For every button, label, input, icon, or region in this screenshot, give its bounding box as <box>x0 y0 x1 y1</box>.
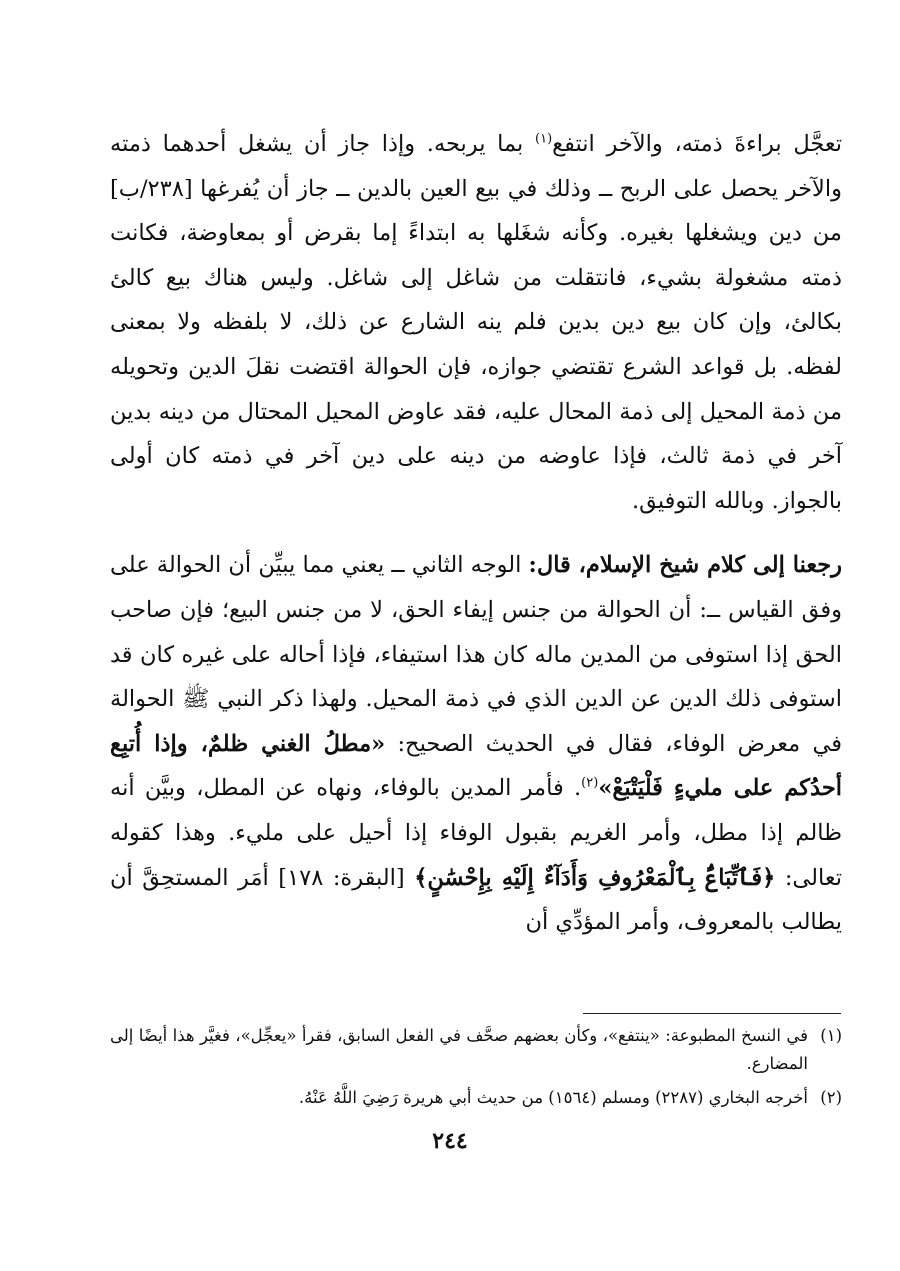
paragraph-2-lead: رجعنا إلى كلام شيخ الإسلام، قال: <box>528 552 842 579</box>
paragraph-2 <box>110 543 842 944</box>
footnote-2 <box>110 1084 842 1112</box>
paragraph-2-text-a: الوجه الثاني ــ يعني مما يبيِّن أن الحوالة على وفق القياس ــ: أن الحوالة من جنس إيفاء الحق، لا من جنس البيع؛ فإن صاحب الحق إذا استوفى من المدين ماله كان هذا استيفاء، فإذا أحاله على غيره كان قد استوفى ذلك الدين عن الدين الذي في ذمة المحيل. ولهذا ذكر النبي ﷺ الحوالة في معرض الوفاء، فقال في الحديث الصحيح: <box>110 552 842 757</box>
footnotes <box>110 1022 842 1118</box>
footnote-1-text: في النسخ المطبوعة: «ينتفع»، وكأن بعضهم صحَّف في الفعل السابق، فقرأ «يعجِّل»، فغيَّر هذا أيضًا إلى المضارع. <box>110 1026 808 1073</box>
footnote-divider <box>583 1013 841 1014</box>
footnote-ref-2: (٢) <box>581 775 599 791</box>
footnote-2-number: (٢) <box>820 1088 842 1107</box>
main-text <box>110 122 842 945</box>
quran-verse: ﴿فَٱتِّبَاعٌۢ بِٱلْمَعْرُوفِ وَأَدَآءٌ إِلَيْهِ بِإِحْسَٰنٍ﴾ <box>414 864 776 891</box>
paragraph-1-rest: بما يربحه. وإذا جاز أن يشغل أحدهما ذمته والآخر يحصل على الربح ــ وذلك في بيع العين بالدين ــ جاز أن يُفرغها [٢٣٨/ب] من دين ويشغلها بغيره. وكأنه شغَلها به ابتداءً إما بقرض أو بمعاوضة، فكانت ذمته مشغولة بشيء، فانتقلت من شاغل إلى شاغل. وليس هناك بيع كالئ بكالئ، وإن كان بيع دين بدين فلم ينه الشارع عن ذلك، لا بلفظه ولا بمعنى لفظه. بل قواعد الشرع تقتضي جوازه، فإن الحوالة اقتضت نقلَ الدين وتحويله من ذمة المحيل إلى ذمة المحال عليه، فقد عاوض المحيل المحتال من دينه بدين آخر في ذمة ثالث، فإذا عاوضه من دينه على دين آخر في ذمته كان أولى بالجواز. وبالله التوفيق. <box>110 131 842 514</box>
paragraph-1 <box>110 122 842 523</box>
footnote-1-number: (١) <box>820 1026 842 1045</box>
paragraph-2-text-b: . فأمر المدين بالوفاء، ونهاه عن المطل، وبيَّن أنه ظالم إذا مطل، وأمر الغريم بقبول الوفاء إذا أحيل على مليء. وهذا كقوله تعالى: <box>110 775 842 891</box>
footnote-ref-1: (١) <box>535 131 553 147</box>
paragraph-2-text-c: [البقرة: ١٧٨] أمَر المستحِقَّ أن يطالب بالمعروف، وأمر المؤدِّي أن <box>110 864 842 936</box>
paragraph-1-start: تعجَّل براءةَ ذمته، والآخر انتفع <box>552 131 843 157</box>
hadith-quote: «مطلُ الغني ظلمٌ، وإذا أُتبِع أحدُكم على مليءٍ فَلْيَتْبَعْ» <box>110 730 842 802</box>
footnote-1 <box>110 1022 842 1078</box>
footnote-2-text: أخرجه البخاري (٢٢٨٧) ومسلم (١٥٦٤) من حديث أبي هريرة رَضِيَ اللَّهُ عَنْهُ. <box>298 1088 808 1107</box>
page-number: ٢٤٤ <box>432 1128 468 1154</box>
